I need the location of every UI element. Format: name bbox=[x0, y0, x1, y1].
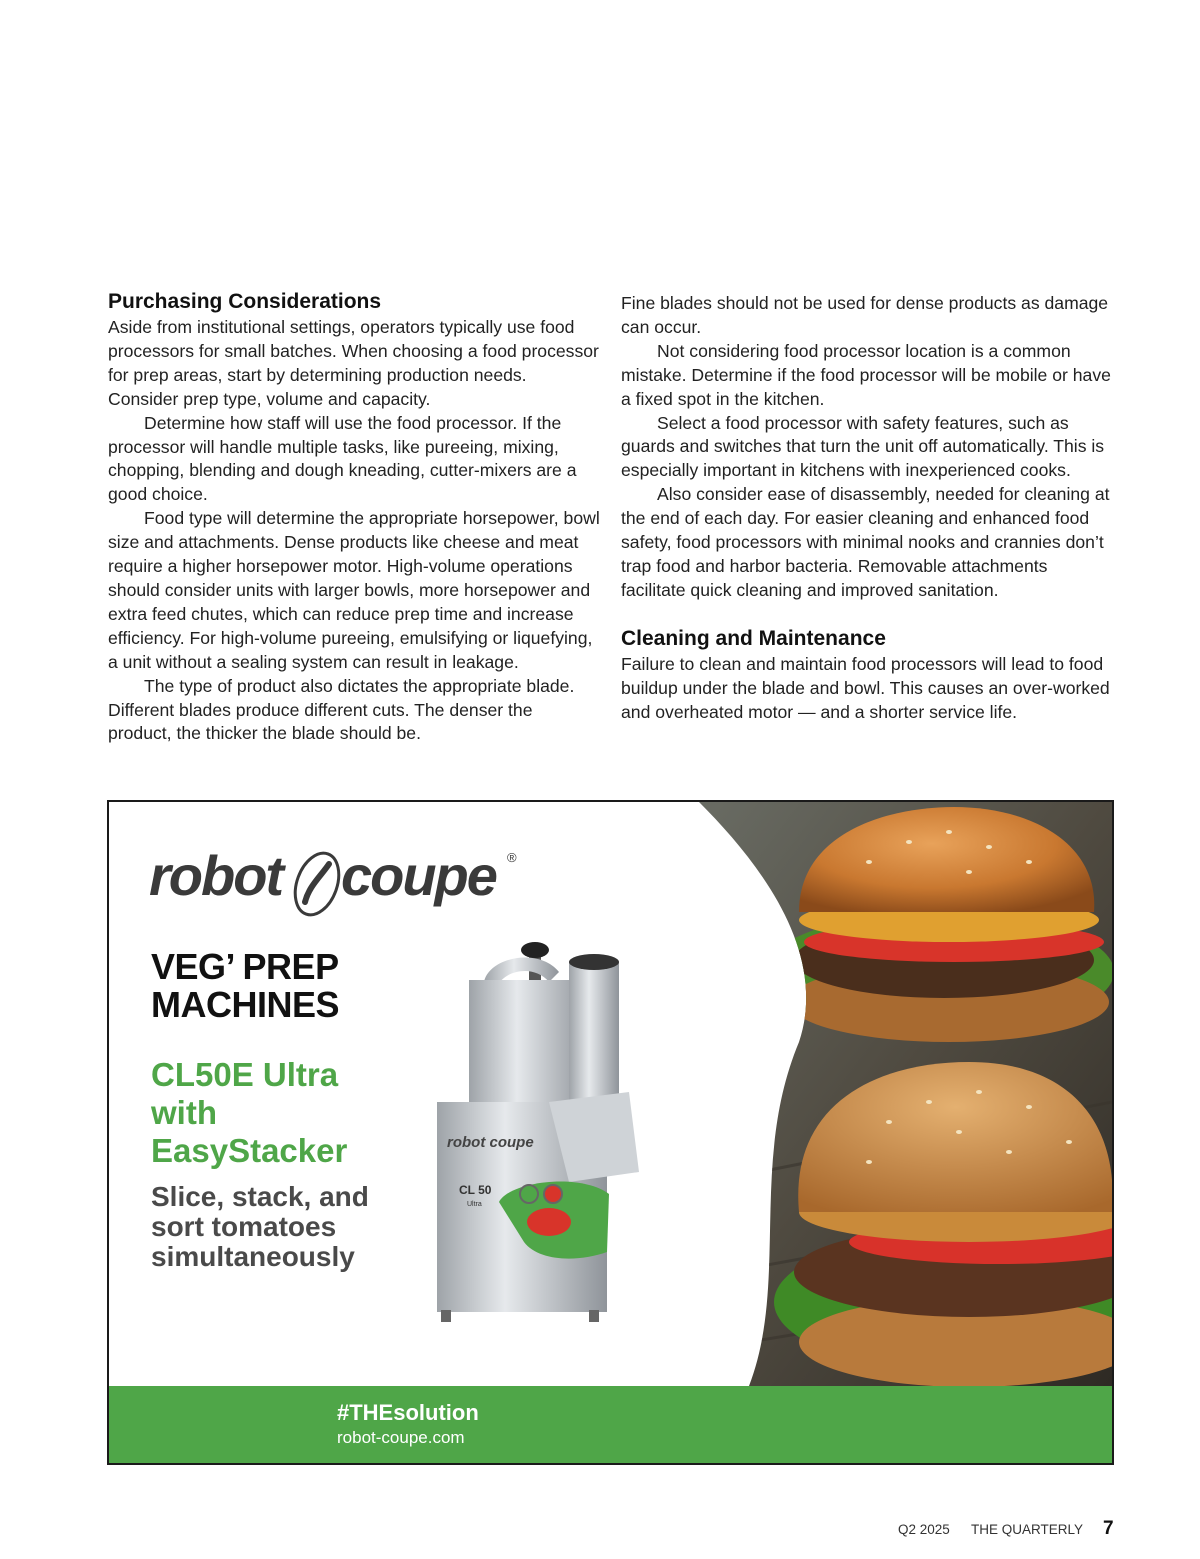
paragraph: Not considering food processor location is a common mistake. Determine if the food processor will be mobile or have a fixed spot in the kitchen. bbox=[621, 340, 1111, 409]
logo-text-robot: robot bbox=[149, 844, 283, 907]
ad-hashtag: #THEsolution bbox=[337, 1400, 479, 1425]
logo-swirl-icon bbox=[291, 846, 343, 922]
machine-model-text: CL 50 bbox=[459, 1183, 492, 1197]
footer-issue: Q2 2025 bbox=[898, 1522, 950, 1537]
green-band bbox=[109, 1386, 1112, 1463]
registered-mark: ® bbox=[507, 850, 517, 865]
paragraph: Fine blades should not be used for dense products as damage can occur. bbox=[621, 293, 1109, 337]
paragraph: Failure to clean and maintain food processors will lead to food buildup under the blade and bowl. This causes an over-worked and overheated motor — and a shorter service life. bbox=[621, 653, 1110, 722]
robot-coupe-logo bbox=[149, 844, 529, 924]
ad-model-name: CL50E Ultra with EasyStacker bbox=[151, 1056, 348, 1169]
paragraph: Aside from institutional settings, operators typically use food processors for small batches. When choosing a food processor for prep areas, start by determining production needs. Consider prep type, volume and capacity. bbox=[108, 317, 599, 409]
footer-page-number: 7 bbox=[1103, 1518, 1114, 1539]
article-column-left bbox=[108, 288, 600, 746]
ad-tagline: Slice, stack, and sort tomatoes simultaneously bbox=[151, 1181, 369, 1272]
paragraph: The type of product also dictates the appropriate blade. Different blades produce different cuts. The denser the product, the thicker the blade should be. bbox=[108, 675, 575, 744]
paragraph: Select a food processor with safety features, such as guards and switches that turn the unit off automatically. This is especially important in kitchens with inexperienced cooks. bbox=[621, 412, 1105, 481]
ad-headline: VEG’ PREP MACHINES bbox=[151, 946, 340, 1025]
section-heading-purchasing: Purchasing Considerations bbox=[108, 290, 382, 313]
advertisement-robot-coupe[interactable] bbox=[107, 800, 1114, 1465]
footer-magazine-name: THE QUARTERLY bbox=[971, 1522, 1084, 1537]
logo-text-coupe: coupe bbox=[341, 844, 496, 907]
article-column-right bbox=[621, 292, 1113, 725]
paragraph: Determine how staff will use the food processor. If the processor will handle multiple tasks, like pureeing, mixing, chopping, blending and dough kneading, cutter-mixers are a good choice. bbox=[108, 412, 577, 505]
paragraph: Food type will determine the appropriate horsepower, bowl size and attachments. Dense products like cheese and meat require a higher horsepower motor. High-volume operations should consider units with larger bowls, more horsepower and extra feed chutes, which can reduce prep time and increase efficiency. For high-volume pureeing, emulsifying or liquefying, a unit without a sealing system can result in leakage. bbox=[108, 508, 600, 672]
section-heading-cleaning: Cleaning and Maintenance bbox=[621, 626, 886, 650]
paragraph: Also consider ease of disassembly, needed for cleaning at the end of each day. For easier cleaning and enhanced food safety, food processors with minimal nooks and crannies don’t trap food and harbor bacteria. Removable attachments facilitate quick cleaning and improved sanitation. bbox=[621, 484, 1110, 600]
ad-website-link[interactable]: robot-coupe.com bbox=[337, 1428, 465, 1447]
machine-logo-text: robot coupe bbox=[447, 1134, 534, 1151]
machine-model-sub-text: Ultra bbox=[467, 1201, 482, 1208]
food-processor-product-image bbox=[429, 932, 649, 1352]
